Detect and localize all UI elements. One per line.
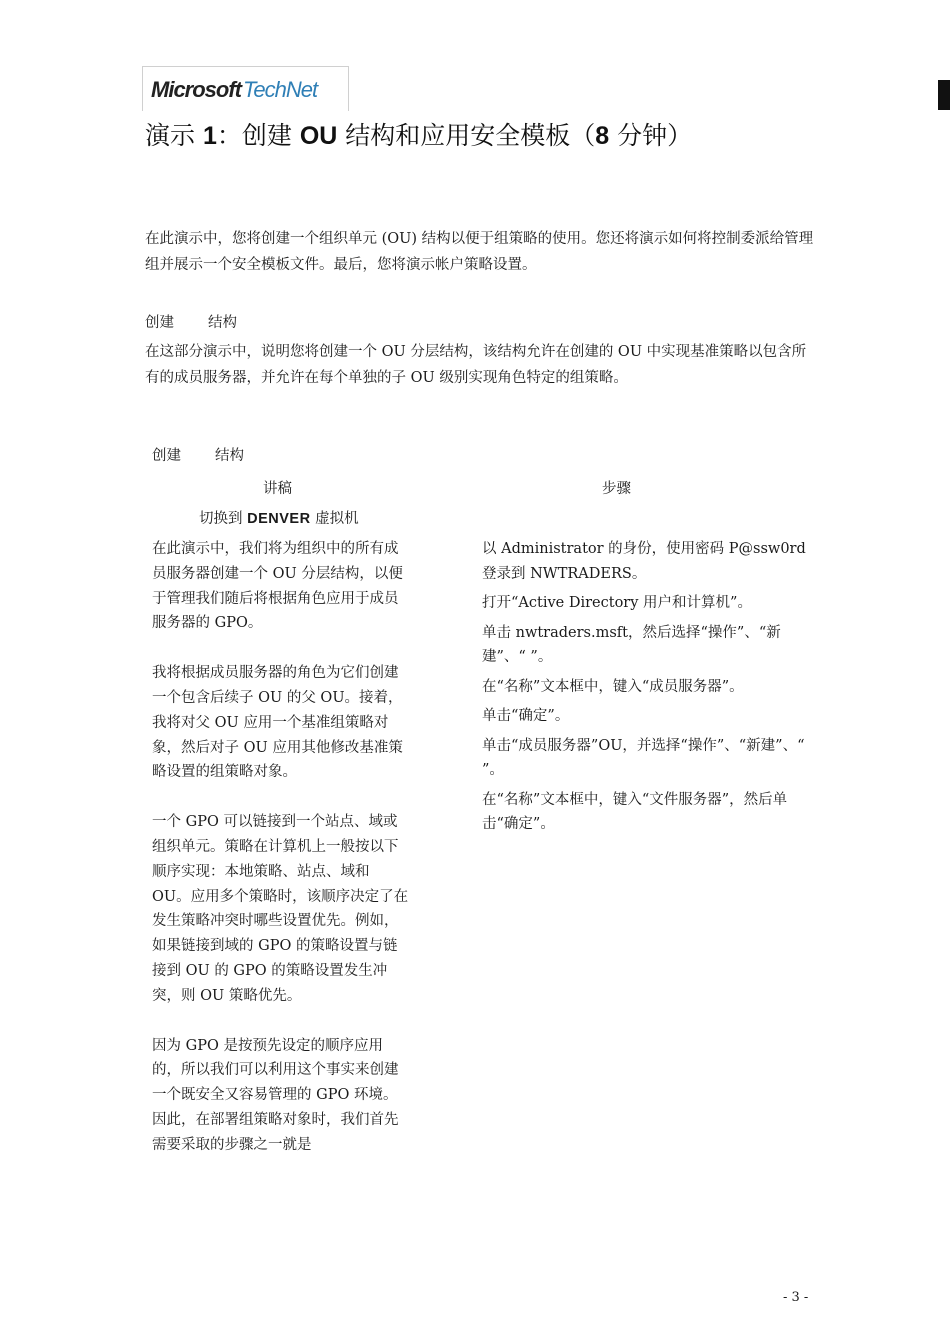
logo-product: TechNet bbox=[243, 77, 318, 102]
edge-mark bbox=[938, 80, 950, 110]
step-item: 在“名称”文本框中，键入“文件服务器”，然后单击“确定”。 bbox=[482, 791, 788, 832]
notes-column-header: 讲稿 bbox=[263, 481, 292, 497]
steps-column-header: 步骤 bbox=[602, 481, 631, 497]
notes-paragraph: 一个 GPO 可以链接到一个站点、域或组织单元。策略在计算机上一般按以下顺序实现：本地策略、站点、域和 OU。应用多个策略时，该顺序决定了在发生策略冲突时哪些设置优先。例如，如果链接到域的 GPO 的策略设置与链接到 OU 的 GPO 的策略设置发生冲突，则 OU 策略优先。 bbox=[152, 814, 409, 1004]
notes-paragraph: 我将根据成员服务器的角色为它们创建一个包含后续子 OU 的父 OU。接着，我将对父 OU 应用一个基准组策略对象，然后对子 OU 应用其他修改基准策略设置的组策略对象。 bbox=[152, 665, 403, 781]
logo-brand: Microsoft bbox=[151, 77, 241, 102]
table-caption: 创建 结构 bbox=[152, 448, 244, 464]
step-item: 单击 nwtraders.msft，然后选择“操作”、“新建”、“ ”。 bbox=[482, 624, 781, 665]
step-item: 单击“成员服务器”OU，并选择“操作”、“新建”、“ ”。 bbox=[482, 737, 805, 778]
notes-column bbox=[152, 537, 410, 1183]
step-item: 单击“确定”。 bbox=[482, 708, 570, 724]
switch-vm-instruction: 切换到 DENVER 虚拟机 bbox=[199, 511, 359, 527]
technet-logo bbox=[142, 66, 349, 111]
notes-paragraph: 在此演示中，我们将为组织中的所有成员服务器创建一个 OU 分层结构，以便于管理我们随后将根据角色应用于成员服务器的 GPO。 bbox=[152, 541, 403, 632]
step-item: 打开“Active Directory 用户和计算机”。 bbox=[482, 595, 752, 611]
step-item: 在“名称”文本框中，键入“成员服务器”。 bbox=[482, 678, 744, 695]
page-title: 演示 1：创建 OU 结构和应用安全模板（8 分钟） bbox=[145, 121, 693, 150]
section-paragraph: 在这部分演示中，说明您将创建一个 OU 分层结构，该结构允许在创建的 OU 中实现基准策略以包含所有的成员服务器，并允许在每个单独的子 OU 级别实现角色特定的组策略。 bbox=[145, 344, 807, 386]
step-item: 以 Administrator 的身份，使用密码 P@ssw0rd 登录到 NWTRADERS。 bbox=[482, 541, 806, 582]
page-number: - 3 - bbox=[783, 1290, 809, 1305]
steps-column bbox=[482, 537, 815, 842]
intro-paragraph: 在此演示中，您将创建一个组织单元 (OU) 结构以便于组策略的使用。您还将演示如何将控制委派给管理组并展示一个安全模板文件。最后，您将演示帐户策略设置。 bbox=[145, 231, 814, 273]
notes-paragraph: 因为 GPO 是按预先设定的顺序应用的，所以我们可以利用这个事实来创建一个既安全又容易管理的 GPO 环境。因此，在部署组策略对象时，我们首先需要采取的步骤之一就是 bbox=[152, 1037, 399, 1153]
section-heading: 创建 结构 bbox=[145, 315, 237, 331]
